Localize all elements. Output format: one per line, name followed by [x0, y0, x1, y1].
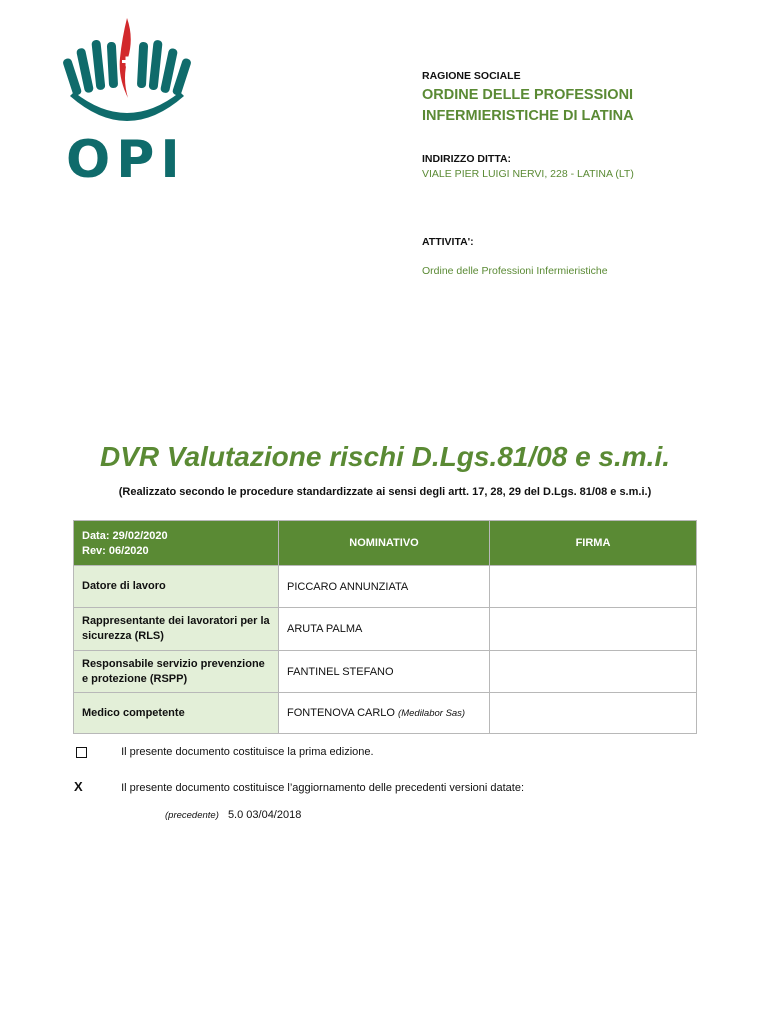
company-name-line2: INFERMIERISTICHE DI LATINA: [422, 108, 634, 124]
date-text: Data: 29/02/2020: [82, 530, 168, 542]
update-mark: X: [74, 779, 83, 794]
name-cell: [279, 566, 490, 608]
firma-header: FIRMA: [490, 521, 697, 566]
previous-value: 5.0 03/04/2018: [227, 809, 302, 821]
opi-emblem-icon: [62, 18, 192, 128]
signature-cell: [490, 651, 697, 693]
table-row: [74, 608, 697, 651]
previous-version: [165, 809, 301, 821]
opi-logo: [62, 18, 192, 190]
nominativo-header: NOMINATIVO: [279, 521, 490, 566]
document-title: DVR Valutazione rischi D.Lgs.81/08 e s.m.i.: [99, 441, 671, 472]
table-header: [74, 521, 697, 566]
signature-cell: [490, 693, 697, 734]
attivita-label: ATTIVITA':: [422, 236, 474, 248]
update-row: [74, 779, 524, 794]
name-text: ARUTA PALMA: [287, 623, 363, 635]
name-text: PICCARO ANNUNZIATA: [287, 580, 409, 593]
activity-section: [422, 236, 608, 277]
company-name-line1: ORDINE DELLE PROFESSIONI: [422, 87, 634, 103]
role-cell: Responsabile servizio prevenzione e protezione (RSPP): [74, 651, 279, 693]
company-info: [422, 70, 752, 127]
name-cell: [279, 608, 490, 651]
rev-text: Rev: 06/2020: [82, 545, 149, 557]
ragione-sociale-label: RAGIONE SOCIALE: [422, 70, 521, 82]
first-edition-mark: [74, 746, 118, 758]
signature-cell: [490, 608, 697, 651]
logo-text: OPI: [66, 130, 186, 190]
name-text: FANTINEL STEFANO: [287, 665, 394, 678]
first-edition-text: Il presente documento costituisce la prima edizione.: [121, 746, 374, 758]
document-subtitle: (Realizzato secondo le procedure standardizzate ai sensi degli artt. 17, 28, 29 del D.Lgs. 81/08 e s.m.i.): [118, 486, 652, 498]
name-text: FONTENOVA CARLO: [287, 707, 395, 719]
first-edition-row: [74, 746, 374, 758]
address-section: [422, 153, 634, 180]
name-note: (Medilabor Sas): [398, 708, 466, 719]
table-row: [74, 566, 697, 608]
role-cell: Medico competente: [74, 693, 279, 734]
roles-table: [73, 520, 697, 734]
table-row: [74, 693, 697, 734]
indirizzo-value: VIALE PIER LUIGI NERVI, 228 - LATINA (LT): [422, 168, 634, 180]
name-cell: [279, 651, 490, 693]
company-name: [422, 85, 752, 127]
table-row: [74, 651, 697, 693]
date-rev-cell: [74, 521, 279, 566]
indirizzo-label: INDIRIZZO DITTA:: [422, 153, 512, 165]
update-text: Il presente documento costituisce l’aggiornamento delle precedenti versioni datate:: [121, 782, 525, 794]
attivita-value: Ordine delle Professioni Infermieristiche: [422, 265, 608, 277]
signature-cell: [490, 566, 697, 608]
name-cell: [279, 693, 490, 734]
role-cell: Rappresentante dei lavoratori per la sicurezza (RLS): [74, 608, 279, 651]
checkbox-empty-icon: [76, 747, 87, 758]
previous-label: (precedente): [165, 810, 219, 821]
role-cell: Datore di lavoro: [74, 566, 279, 608]
